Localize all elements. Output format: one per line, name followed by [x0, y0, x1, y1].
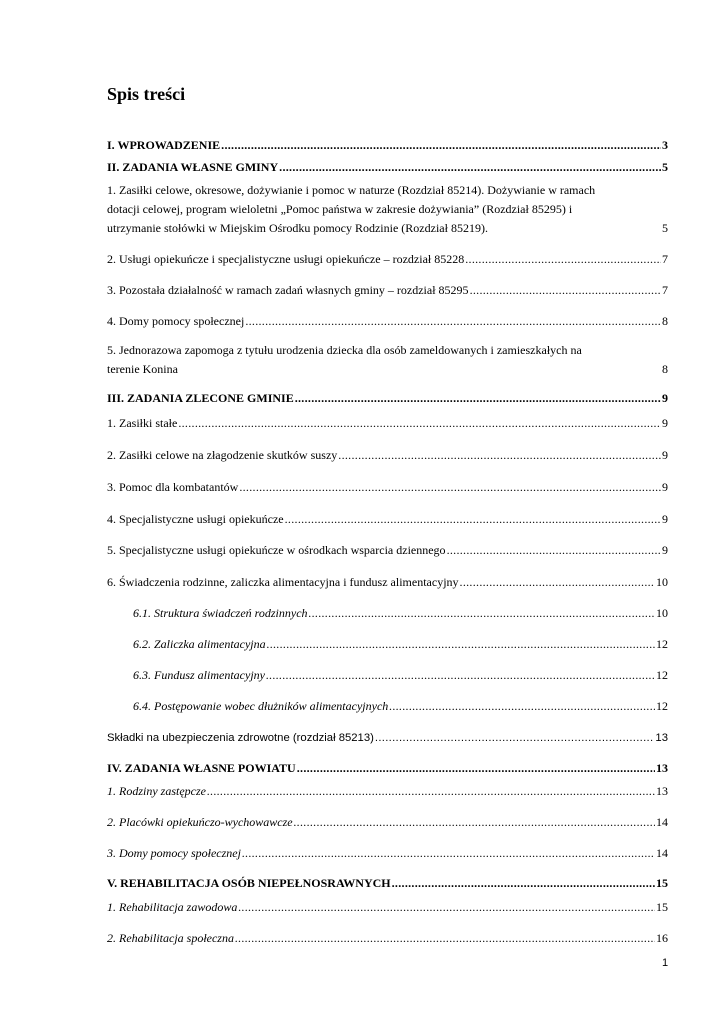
toc-label: 6. Świadczenia rodzinne, zaliczka alimentacyjna i fundusz alimentacyjny: [107, 575, 459, 589]
toc-label: 4. Specjalistyczne usługi opiekuńcze: [107, 512, 284, 526]
toc-entry-zadania-wlasne-gminy[interactable]: [107, 158, 668, 177]
toc-label: 6.3. Fundusz alimentacyjny: [133, 668, 265, 682]
toc-entry-swiadczenia-rodzinne[interactable]: [107, 573, 668, 592]
toc-leader: [221, 136, 661, 155]
toc-entry-domy-pomocy-powiat[interactable]: [107, 844, 668, 863]
toc-entry-zaliczka-alimentacyjna[interactable]: [133, 635, 668, 654]
toc-label: 4. Domy pomocy społecznej: [107, 314, 245, 328]
toc-leader: [235, 929, 655, 948]
toc-leader: [460, 573, 655, 592]
toc-label: III. ZADANIA ZLECONE GMINIE: [107, 391, 294, 405]
toc-label: 2. Rehabilitacja społeczna: [107, 931, 234, 945]
toc-page: 5: [662, 160, 668, 174]
toc-label: 1. Zasiłki stałe: [107, 416, 178, 430]
toc-page: 3: [662, 138, 668, 152]
toc-label-line-2: terenie Konina: [107, 362, 178, 376]
toc-leader: [238, 898, 655, 917]
toc-page: 13: [656, 784, 668, 798]
toc-leader: [279, 158, 661, 177]
toc-leader: [294, 813, 655, 832]
toc-leader: [266, 666, 655, 685]
toc-label: II. ZADANIA WŁASNE GMINY: [107, 160, 279, 174]
toc-page: 13: [655, 732, 668, 744]
toc-page: 16: [656, 931, 668, 945]
toc-entry-zadania-zlecone[interactable]: [107, 389, 668, 408]
toc-label: 6.4. Postępowanie wobec dłużników alimentacyjnych: [133, 699, 389, 713]
toc-page: 13: [656, 761, 668, 775]
toc-label: 2. Zasiłki celowe na złagodzenie skutków suszy: [107, 448, 338, 462]
toc-page: 14: [656, 846, 668, 860]
toc-label: 2. Usługi opiekuńcze i specjalistyczne usługi opiekuńcze – rozdział 85228: [107, 252, 465, 266]
toc-page: 9: [662, 480, 668, 494]
toc-label-line-3: utrzymanie stołówki w Miejskim Ośrodku pomocy Rodzinie (Rozdział 85219).: [107, 221, 488, 235]
toc-entry-zasilki-stale[interactable]: [107, 414, 668, 433]
toc-label: 3. Domy pomocy społecznej: [107, 846, 241, 860]
toc-page: 8: [662, 362, 668, 376]
toc-label: 6.1. Struktura świadczeń rodzinnych: [133, 606, 308, 620]
toc-label-line-2: dotacji celowej, program wieloletni „Pomoc państwa w zakresie dożywiania” (Rozdział 85295) i: [107, 202, 573, 216]
toc-leader: [267, 635, 655, 654]
page-title: Spis treści: [107, 84, 186, 104]
toc-page: 9: [662, 391, 668, 405]
toc-leader: [338, 446, 661, 465]
toc-leader: [242, 844, 655, 863]
page-number: 1: [662, 957, 669, 969]
toc-entry-dluznicy-alimentacyjni[interactable]: [133, 697, 668, 716]
toc-label: 5. Specjalistyczne usługi opiekuńcze w ośrodkach wsparcia dziennego: [107, 543, 446, 557]
toc-page: 15: [656, 876, 668, 890]
toc-page: 10: [656, 575, 668, 589]
toc-label: I. WPROWADZENIE: [107, 138, 221, 152]
toc-label: 6.2. Zaliczka alimentacyjna: [133, 637, 266, 651]
toc-page: 9: [662, 416, 668, 430]
toc-label: 1. Rehabilitacja zawodowa: [107, 900, 238, 914]
toc-entry-zasilki-celowe[interactable]: [107, 181, 668, 238]
toc-entry-rehabilitacja[interactable]: [107, 874, 668, 893]
toc-label: Składki na ubezpieczenia zdrowotne (rozdział 85213): [107, 732, 374, 744]
toc-entry-placowki[interactable]: [107, 813, 668, 832]
toc-entry-zasilki-susza[interactable]: [107, 446, 668, 465]
toc-label: 3. Pomoc dla kombatantów: [107, 480, 239, 494]
toc-entry-struktura-swiadczen[interactable]: [133, 604, 668, 623]
toc-page: 5: [662, 221, 668, 235]
toc-page: 12: [656, 637, 668, 651]
toc-page: 9: [662, 543, 668, 557]
toc-entry-specjalistyczne-uslugi[interactable]: [107, 510, 668, 529]
toc-page: 12: [656, 668, 668, 682]
toc-label-line-1: 5. Jednorazowa zapomoga z tytułu urodzenia dziecka dla osób zameldowanych i zamieszkałych na: [107, 343, 582, 357]
toc-entry-kombatanci[interactable]: [107, 478, 668, 497]
toc-entry-zadania-wlasne-powiatu[interactable]: [107, 759, 668, 778]
toc-page: 9: [662, 448, 668, 462]
toc-page: 15: [656, 900, 668, 914]
toc-page: 9: [662, 512, 668, 526]
toc-leader: [447, 541, 661, 560]
toc-leader: [470, 281, 661, 300]
toc-page: 7: [662, 252, 668, 266]
toc-entry-uslugi-opiekuncze[interactable]: [107, 250, 668, 269]
toc-entry-rodziny-zastepcze[interactable]: [107, 782, 668, 801]
toc-entry-osrodki-wsparcia[interactable]: [107, 541, 668, 560]
toc-leader: [389, 697, 655, 716]
toc-entry-rehabilitacja-zawodowa[interactable]: [107, 898, 668, 917]
toc-leader: [245, 312, 661, 331]
toc-page: 7: [662, 283, 668, 297]
toc-entry-fundusz-alimentacyjny[interactable]: [133, 666, 668, 685]
toc-label: V. REHABILITACJA OSÓB NIEPEŁNOSRAWNYCH: [107, 876, 391, 890]
toc-leader: [285, 510, 661, 529]
toc-entry-rehabilitacja-spoleczna[interactable]: [107, 929, 668, 948]
toc-entry-wprowadzenie[interactable]: [107, 136, 668, 155]
toc-entry-skladki-zdrowotne[interactable]: [107, 729, 668, 748]
toc-page: 14: [656, 815, 668, 829]
toc-leader: [309, 604, 655, 623]
toc-leader: [207, 782, 655, 801]
toc-label-line-1: 1. Zasiłki celowe, okresowe, dożywianie i pomoc w naturze (Rozdział 85214). Dożywianie w ramach: [107, 183, 596, 197]
toc-leader: [178, 414, 661, 433]
toc-label: 2. Placówki opiekuńczo-wychowawcze: [107, 815, 293, 829]
toc-entry-domy-pomocy[interactable]: [107, 312, 668, 331]
toc-page: 8: [662, 314, 668, 328]
toc-leader: [465, 250, 661, 269]
toc-label: 3. Pozostała działalność w ramach zadań własnych gminy – rozdział 85295: [107, 283, 469, 297]
toc-leader: [297, 759, 655, 778]
toc-page: 12: [656, 699, 668, 713]
toc-label: 1. Rodziny zastępcze: [107, 784, 206, 798]
toc-label: IV. ZADANIA WŁASNE POWIATU: [107, 761, 296, 775]
toc-leader: [295, 389, 661, 408]
toc-leader: [375, 729, 655, 748]
toc-leader: [392, 874, 655, 893]
toc-page: 10: [656, 606, 668, 620]
toc-entry-jednorazowa-zapomoga[interactable]: [107, 341, 668, 379]
toc-entry-pozostala-dzialalnosc[interactable]: [107, 281, 668, 300]
toc-leader: [239, 478, 661, 497]
